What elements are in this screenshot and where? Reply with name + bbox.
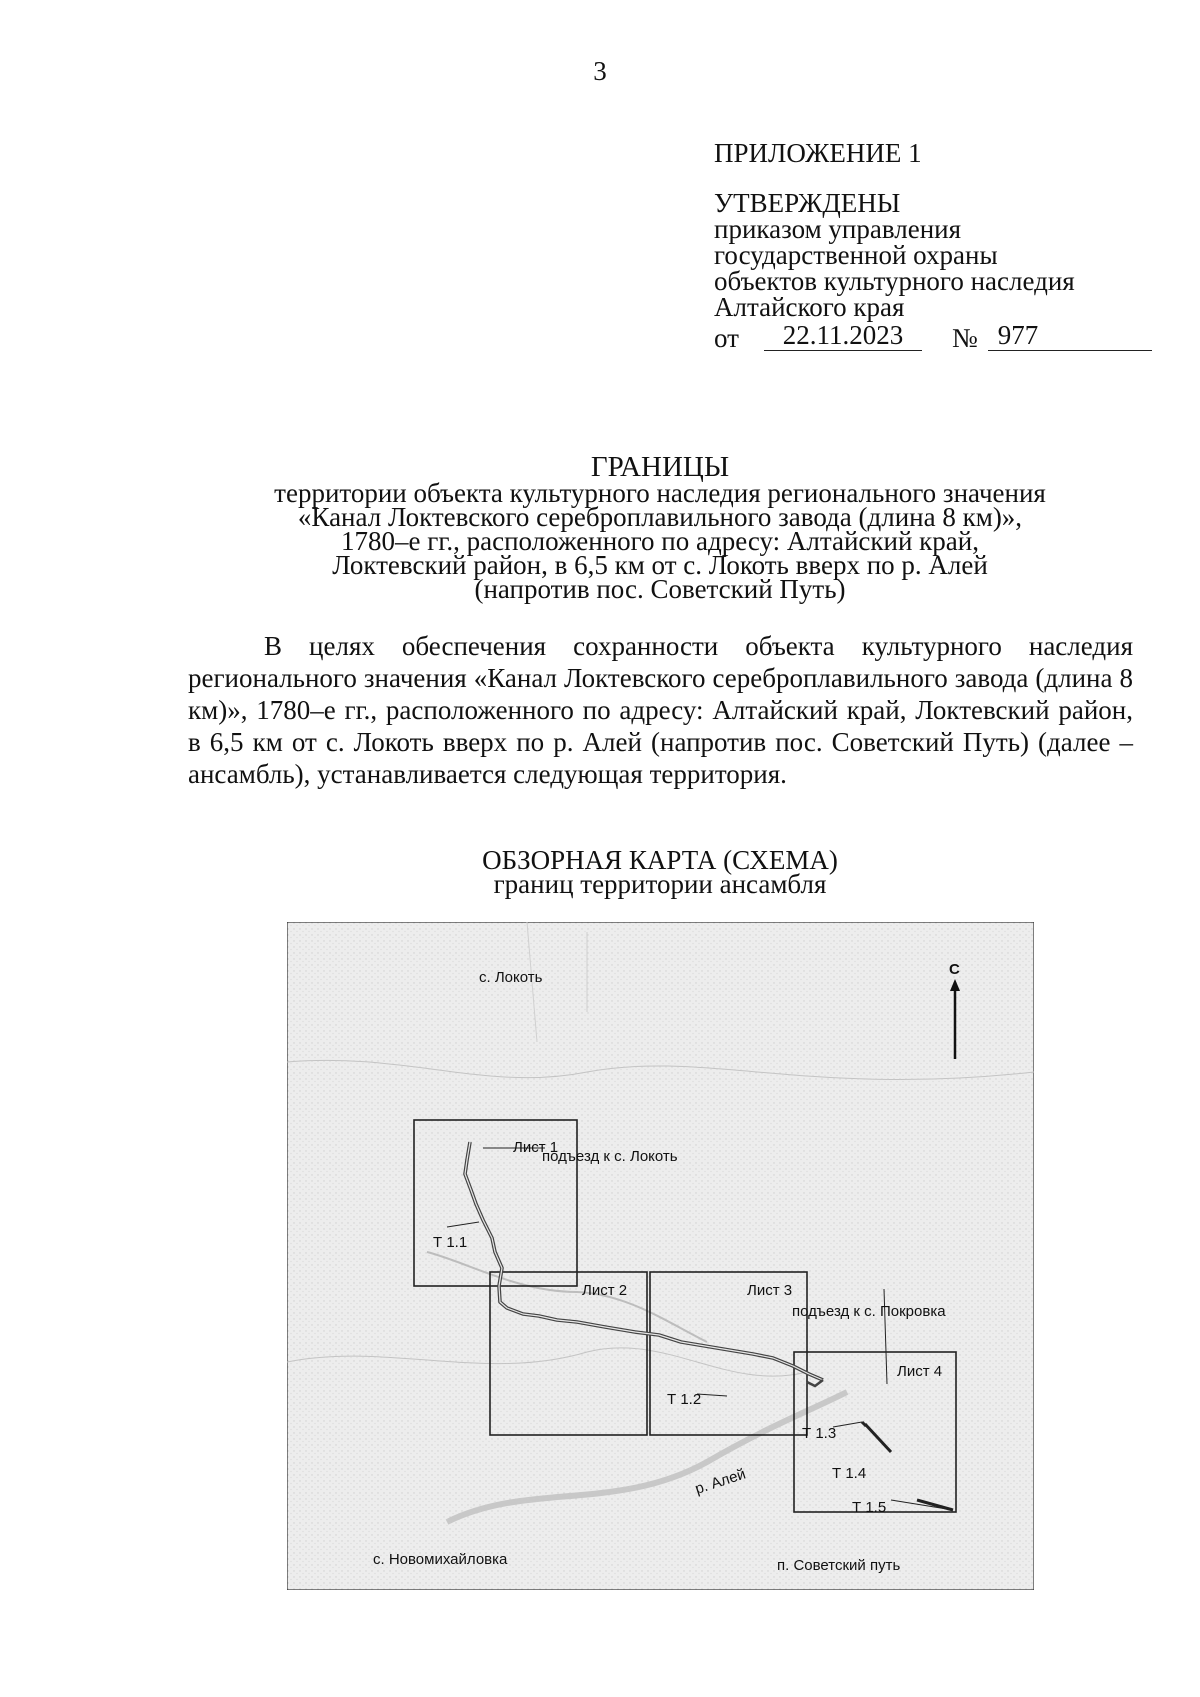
- map-subtitle: границ территории ансамбля: [493, 869, 827, 899]
- label-novomikhailovka: с. Новомихайловка: [373, 1551, 508, 1568]
- boundaries-line: «Канал Локтевского сереброплавильного завода (длина 8 км)»,: [297, 502, 1023, 532]
- map-title: ОБЗОРНАЯ КАРТА (СХЕМА): [482, 845, 838, 875]
- boundaries-line: (напротив пос. Советский Путь): [474, 574, 846, 604]
- label-t14: Т 1.4: [832, 1465, 867, 1482]
- order-date: 22.11.2023: [764, 322, 922, 351]
- boundaries-heading: ГРАНИЦЫ: [590, 451, 730, 483]
- approval-block: [714, 140, 1154, 351]
- label-access-lokot: подъезд к с. Локоть: [542, 1148, 678, 1165]
- label-access-pokrovka: подъезд к с. Покровка: [792, 1303, 946, 1320]
- order-number: 977: [988, 322, 1152, 351]
- label-t13: Т 1.3: [802, 1425, 837, 1442]
- label-sheet-4: Лист 4: [897, 1363, 943, 1380]
- boundaries-line: территории объекта культурного наследия регионального значения: [274, 478, 1046, 508]
- label-t15: Т 1.5: [852, 1499, 887, 1516]
- boundaries-title-block: [140, 451, 1180, 604]
- map-title-block: [140, 845, 1180, 899]
- boundaries-line: 1780–е гг., расположенного по адресу: Алтайский край,: [341, 526, 979, 556]
- label-river: р. Алей: [692, 1465, 748, 1498]
- body-paragraph: В целях обеспечения сохранности объекта культурного наследия регионального значения «Канал Локтевского сереброплавильного завода (длина 8 км)», 1780–е гг., расположенного по адресу: Алтайский край, Локтевский район, в 6,5 км от с. Локоть вверх по р. Алей (напротив пос. Советский Путь) (далее – ансамбль), устанавливается следующая территория.: [188, 631, 1133, 789]
- map-background: [287, 922, 1034, 1590]
- approval-line: Алтайского края: [714, 292, 905, 322]
- approved-heading: УТВЕРЖДЕНЫ: [714, 188, 901, 218]
- page-number: 3: [593, 56, 607, 86]
- label-t12: Т 1.2: [667, 1391, 702, 1408]
- label-sheet-2: Лист 2: [582, 1282, 628, 1299]
- north-label: С: [949, 961, 960, 978]
- label-lokot: с. Локоть: [479, 969, 543, 986]
- from-label: от: [714, 323, 739, 353]
- overview-map: [287, 922, 1034, 1590]
- date-number-row: [714, 322, 1154, 351]
- number-label: №: [952, 323, 978, 353]
- label-sovetsky: п. Советский путь: [777, 1557, 901, 1574]
- appendix-title: ПРИЛОЖЕНИЕ 1: [714, 138, 922, 168]
- label-t11: Т 1.1: [433, 1234, 468, 1251]
- approval-line: приказом управления: [714, 214, 962, 244]
- boundaries-line: Локтевский район, в 6,5 км от с. Локоть вверх по р. Алей: [332, 550, 988, 580]
- label-sheet-3: Лист 3: [747, 1282, 793, 1299]
- approval-line: государственной охраны: [714, 240, 998, 270]
- approval-line: объектов культурного наследия: [714, 266, 1075, 296]
- label-sheet-1: Лист 1: [513, 1139, 559, 1156]
